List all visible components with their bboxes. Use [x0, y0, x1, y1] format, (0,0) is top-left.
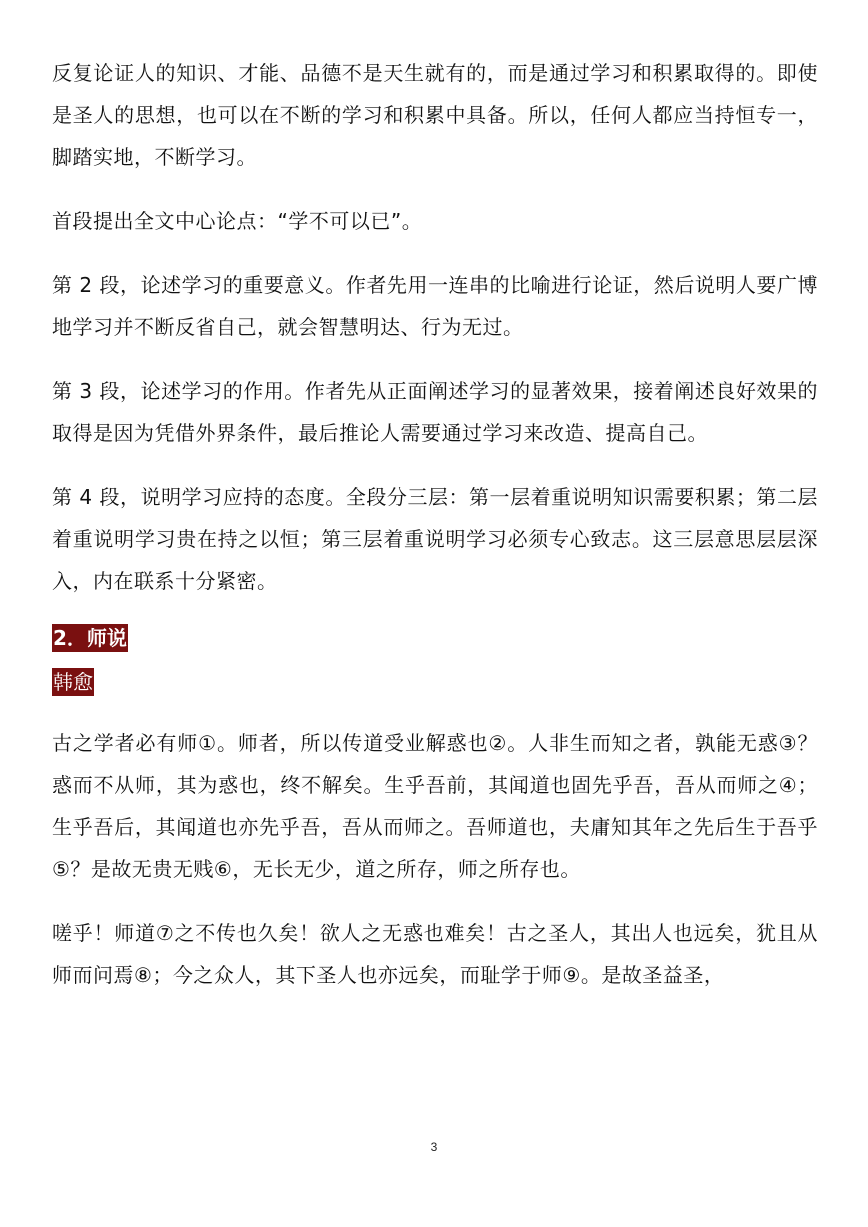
section-heading-block	[52, 624, 818, 722]
text-paragraph-1: 古之学者必有师①。师者，所以传道受业解惑也②。人非生而知之者，孰能无惑③？惑而不从师，其为惑也，终不解矣。生乎吾前，其闻道也固先乎吾，吾从而师之④；生乎吾后，其闻道也亦先乎吾，吾从而师之。吾师道也，夫庸知其年之先后生于吾乎⑤？是故无贵无贱⑥，无长无少，道之所存，师之所存也。	[52, 731, 818, 881]
paragraph-central-thesis: 首段提出全文中心论点：“学不可以已”。	[52, 209, 423, 233]
page-number: 3	[430, 1140, 438, 1154]
section-title: 2．师说	[53, 626, 127, 650]
paragraph-section-2: 第 2 段，论述学习的重要意义。作者先用一连串的比喻进行论证，然后说明人要广博地学习并不断反省自己，就会智慧明达、行为无过。	[52, 273, 818, 339]
paragraph-section-3: 第 3 段，论述学习的作用。作者先从正面阐述学习的显著效果，接着阐述良好效果的取得是因为凭借外界条件，最后推论人需要通过学习来改造、提高自己。	[52, 379, 818, 445]
section-author: 韩愈	[53, 670, 93, 694]
text-paragraph-2: 嗟乎！师道⑦之不传也久矣！欲人之无惑也难矣！古之圣人，其出人也远矣，犹且从师而问焉⑧；今之众人，其下圣人也亦远矣，而耻学于师⑨。是故圣益圣，	[52, 921, 818, 987]
paragraph-summary: 反复论证人的知识、才能、品德不是天生就有的，而是通过学习和积累取得的。即使是圣人的思想，也可以在不断的学习和积累中具备。所以，任何人都应当持恒专一，脚踏实地，不断学习。	[52, 61, 818, 169]
paragraph-section-4: 第 4 段，说明学习应持的态度。全段分三层：第一层着重说明知识需要积累；第二层着重说明学习贵在持之以恒；第三层着重说明学习必须专心致志。这三层意思层层深入，内在联系十分紧密。	[52, 485, 818, 593]
document-page	[52, 52, 818, 1018]
